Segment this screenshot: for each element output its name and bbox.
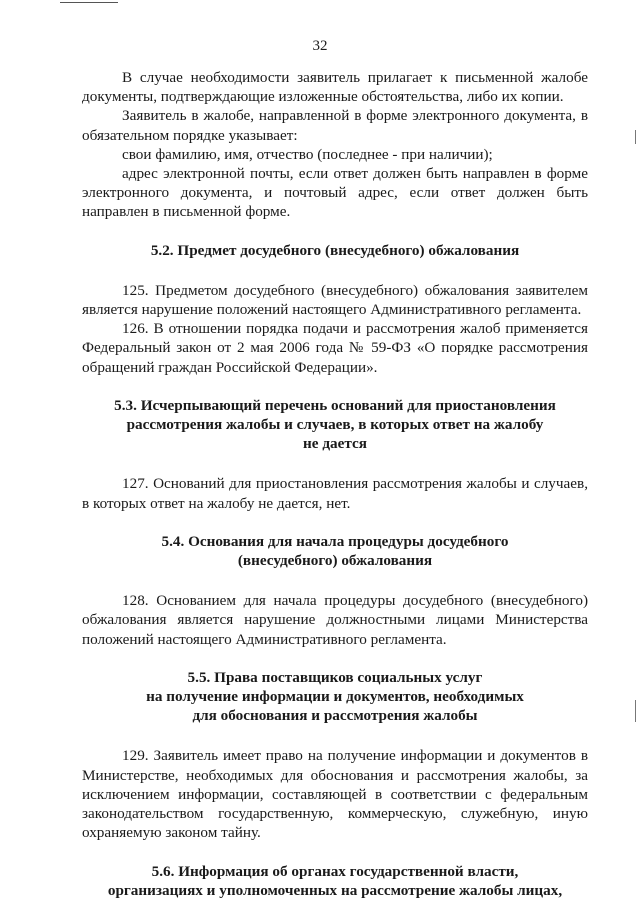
paragraph-128: 128. Основанием для начала процедуры досудебного (внесудебного) обжалования является нарушение должностными лицами Министерства положений настоящего Административного регламента. [82, 592, 588, 648]
paragraph-129: 129. Заявитель имеет право на получение информации и документов в Министерстве, необходимых для обоснования и рассмотрения жалобы, за исключением информации, составляющей в соответствии с федеральным законодательством государственную, коммерческую, служебную, иную охраняемую законом тайну. [82, 747, 588, 842]
paragraph-127: 127. Оснований для приостановления рассмотрения жалобы и случаев, в которых ответ на жалобу не дается, нет. [82, 475, 588, 512]
section-heading-5-5: 5.5. Права поставщиков социальных услуг на получение информации и документов, необходимых для обоснования и рассмотрения жалобы [146, 668, 524, 725]
paragraph-125: 125. Предметом досудебного (внесудебного) обжалования заявителем является нарушение положений настоящего Административного регламента. [82, 281, 588, 319]
paragraph: адрес электронной почты, если ответ должен быть направлен в форме электронного документа, и почтовый адрес, если ответ должен быть направлен в письменной форме. [82, 165, 588, 221]
section-heading-5-4: 5.4. Основания для начала процедуры досудебного (внесудебного) обжалования [161, 532, 509, 570]
scan-artifact-mark [635, 130, 636, 144]
section-heading-5-3: 5.3. Исчерпывающий перечень оснований для приостановления рассмотрения жалобы и случаев, в которых ответ на жалобу не дается [114, 396, 556, 453]
paragraph: Заявитель в жалобе, направленной в форме электронного документа, в обязательном порядке указывает: [82, 107, 588, 144]
paragraph-126: 126. В отношении порядка подачи и рассмотрения жалоб применяется Федеральный закон от 2 мая 2006 года № 59-ФЗ «О порядке рассмотрения обращений граждан Российской Федерации». [82, 320, 588, 376]
page-number: 32 [312, 38, 328, 54]
paragraph: свои фамилию, имя, отчество (последнее - при наличии); [122, 145, 493, 163]
document-body [82, 68, 588, 900]
scan-artifact-line [60, 2, 118, 3]
scan-artifact-mark [635, 700, 636, 722]
section-heading-5-6: 5.6. Информация об органах государственной власти, организациях и уполномоченных на рассмотрение жалобы лицах, [107, 862, 563, 899]
paragraph: В случае необходимости заявитель прилагает к письменной жалобе документы, подтверждающие изложенные обстоятельства, либо их копии. [82, 69, 588, 106]
section-heading-5-2: 5.2. Предмет досудебного (внесудебного) обжалования [150, 241, 520, 259]
